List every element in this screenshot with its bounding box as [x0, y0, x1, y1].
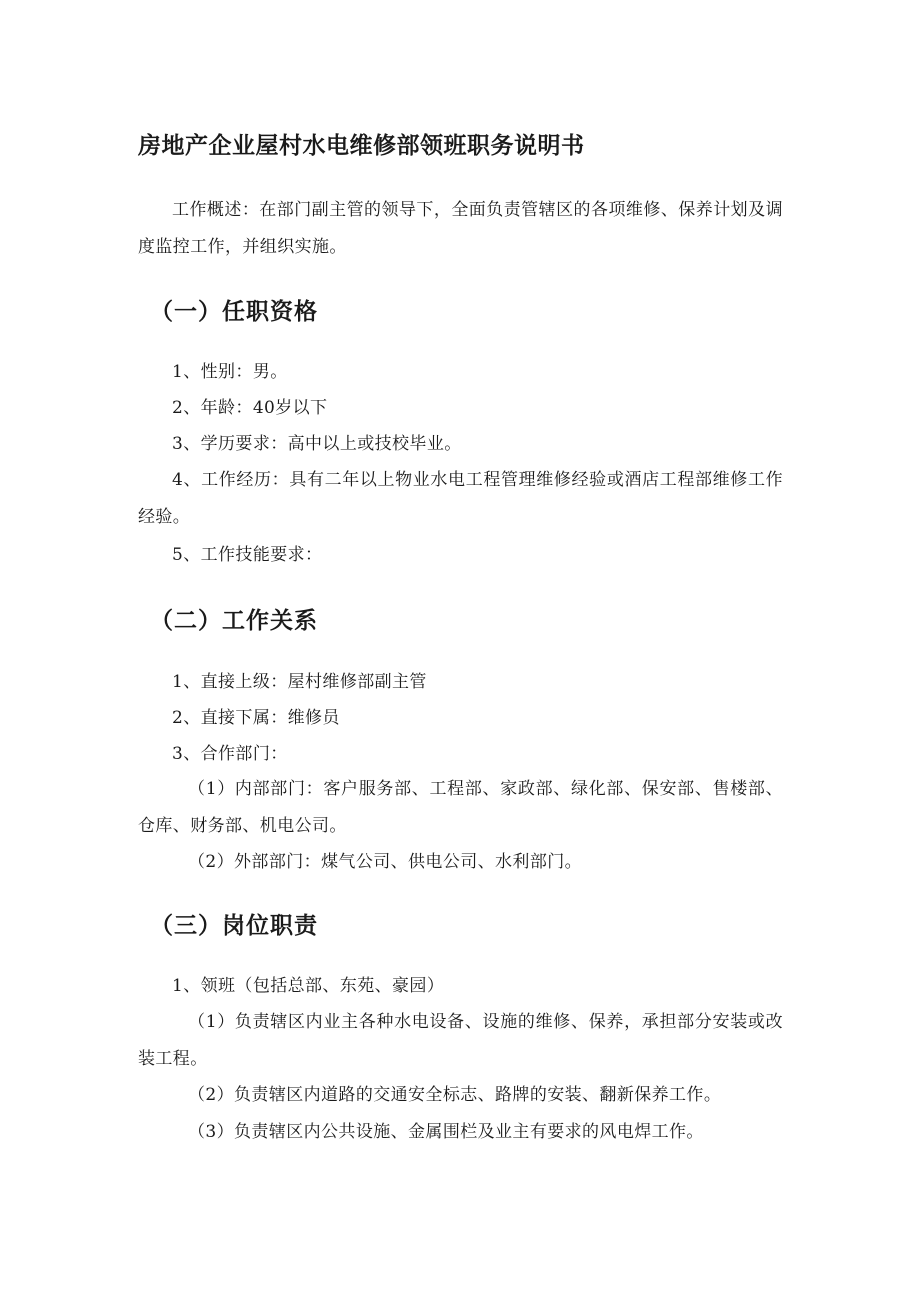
relation-partner-departments: 3、合作部门： — [172, 744, 288, 764]
relation-subordinate: 2、直接下属：维修员 — [172, 708, 340, 728]
section-heading-qualifications: （一）任职资格 — [150, 299, 318, 325]
qualification-skills: 5、工作技能要求： — [172, 545, 323, 565]
qualification-gender: 1、性别：男。 — [172, 362, 288, 382]
relation-internal-departments: （1）内部部门：客户服务部、工程部、家政部、绿化部、保安部、售楼部、仓库、财务部、机电公司。 — [138, 779, 783, 836]
qualification-experience: 4、工作经历：具有二年以上物业水电工程管理维修经验或酒店工程部维修工作经验。 — [138, 470, 783, 527]
section-heading-relations: （二）工作关系 — [150, 608, 318, 634]
document-title: 房地产企业屋村水电维修部领班职务说明书 — [138, 133, 585, 159]
duty-traffic-signs: （2）负责辖区内道路的交通安全标志、路牌的安装、翻新保养工作。 — [188, 1085, 722, 1105]
qualification-age: 2、年龄：40岁以下 — [172, 398, 328, 418]
duty-maintenance: （1）负责辖区内业主各种水电设备、设施的维修、保养，承担部分安装或改装工程。 — [138, 1012, 783, 1069]
relation-superior: 1、直接上级：屋村维修部副主管 — [172, 672, 427, 692]
section-heading-duties: （三）岗位职责 — [150, 913, 318, 939]
work-overview: 工作概述：在部门副主管的领导下，全面负责管辖区的各项维修、保养计划及调度监控工作，并组织实施。 — [138, 200, 783, 257]
qualification-education: 3、学历要求：高中以上或技校毕业。 — [172, 434, 462, 454]
duty-welding: （3）负责辖区内公共设施、金属围栏及业主有要求的风电焊工作。 — [188, 1122, 704, 1142]
relation-external-departments: （2）外部部门：煤气公司、供电公司、水利部门。 — [188, 852, 583, 872]
duty-foreman: 1、领班（包括总部、东苑、豪园） — [172, 976, 445, 996]
